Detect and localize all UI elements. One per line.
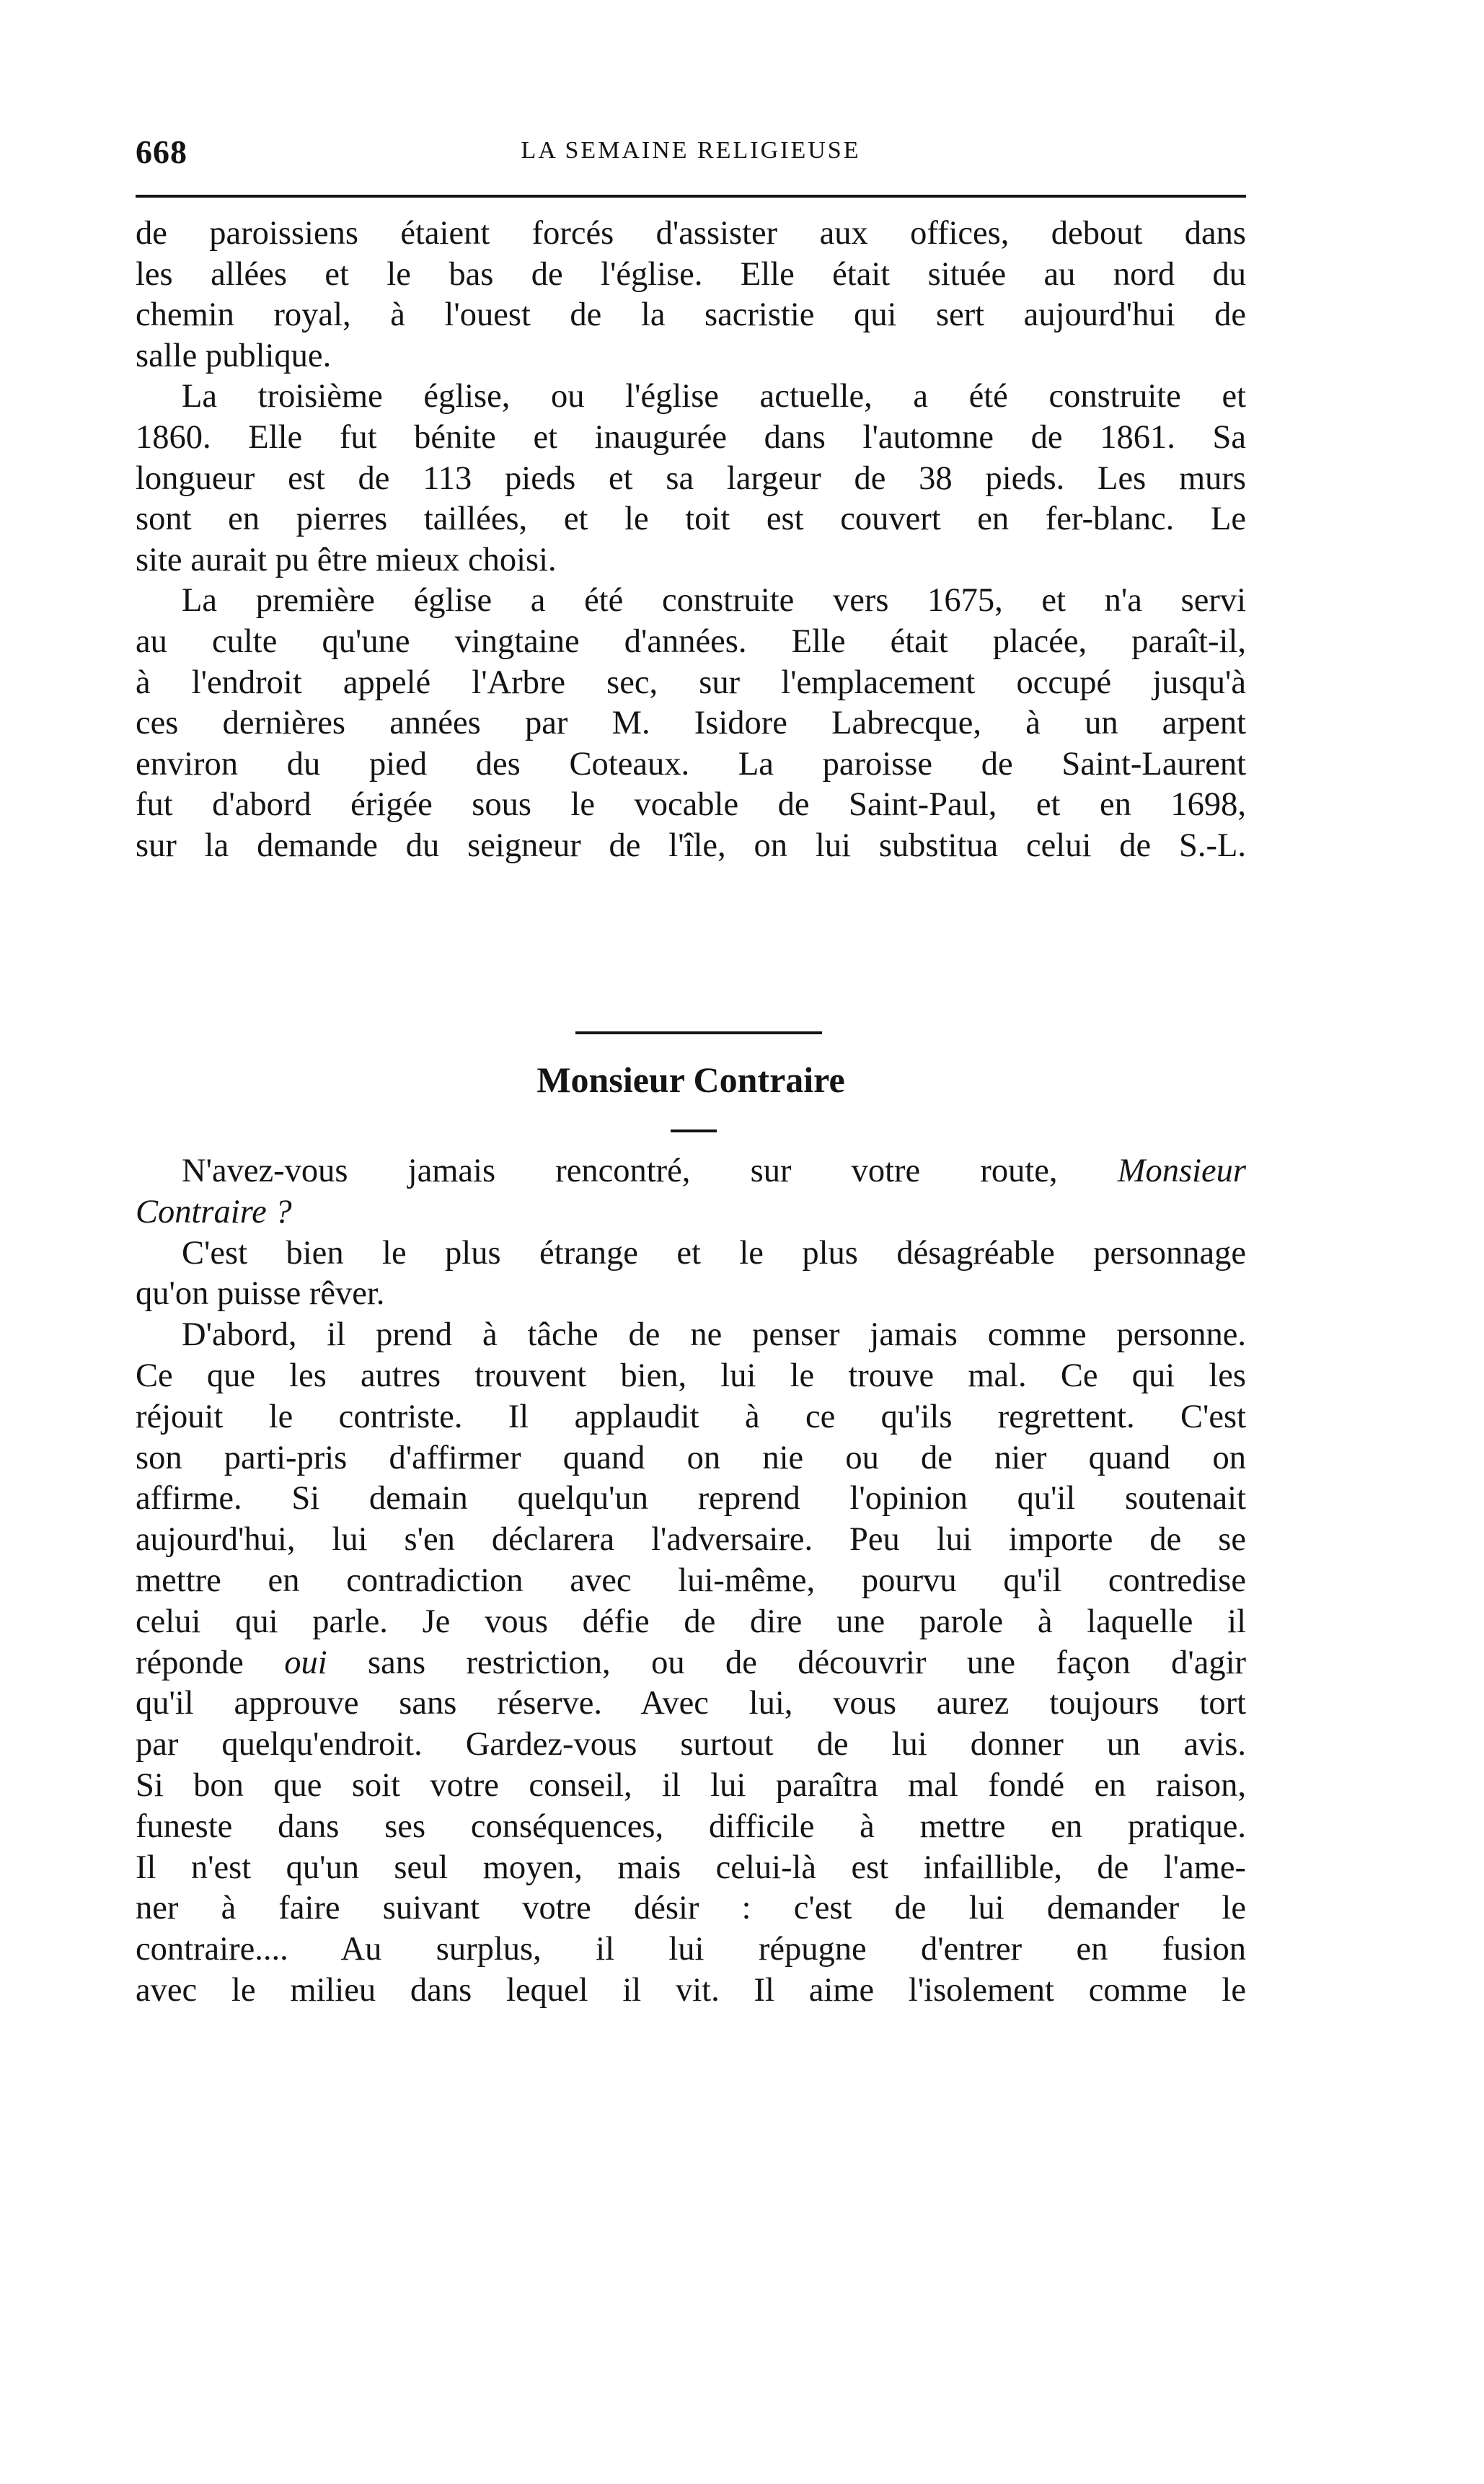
text-line: réjouit le contriste. Il applaudit à ce qu'ils regrettent. C'est: [136, 1398, 1246, 1435]
text-line: sur la demande du seigneur de l'île, on lui substitua celui de S.-L.: [136, 827, 1246, 864]
section-separator: [575, 1031, 822, 1034]
text-line: D'abord, il prend à tâche de ne penser jamais comme personne.: [182, 1316, 1246, 1354]
text-line: fut d'abord érigée sous le vocable de Saint-Paul, et en 1698,: [136, 786, 1246, 824]
text-line: à l'endroit appelé l'Arbre sec, sur l'emplacement occupé jusqu'à: [136, 664, 1246, 701]
text-segment: N'avez-vous jamais rencontré, sur votre route,: [182, 1153, 1058, 1189]
running-title: LA SEMAINE RELIGIEUSE: [521, 137, 861, 164]
text-line: La troisième église, ou l'église actuelle, a été construite et: [182, 378, 1246, 415]
text-line: mettre en contradiction avec lui-même, pourvu qu'il contredise: [136, 1562, 1246, 1599]
italic-segment: oui: [284, 1644, 327, 1681]
text-line: les allées et le bas de l'église. Elle était située au nord du: [136, 255, 1246, 293]
text-segment: sans restriction, ou de découvrir une façon d'agir: [368, 1644, 1247, 1681]
text-line: qu'il approuve sans réserve. Avec lui, vous aurez toujours tort: [136, 1685, 1246, 1722]
text-line: chemin royal, à l'ouest de la sacristie qui sert aujourd'hui de: [136, 296, 1246, 334]
text-line: longueur est de 113 pieds et sa largeur de 38 pieds. Les murs: [136, 459, 1246, 497]
text-line: sont en pierres taillées, et le toit est couvert en fer-blanc. Le: [136, 501, 1246, 538]
text-line: 1860. Elle fut bénite et inaugurée dans l'automne de 1861. Sa: [136, 418, 1246, 456]
text-line: Il n'est qu'un seul moyen, mais celui-là est infaillible, de l'ame-: [136, 1849, 1246, 1886]
text-line: La première église a été construite vers 1675, et n'a servi: [182, 582, 1246, 620]
text-line: celui qui parle. Je vous défie de dire une parole à laquelle il: [136, 1603, 1246, 1640]
text-line: contraire.... Au surplus, il lui répugne d'entrer en fusion: [136, 1931, 1246, 1968]
text-line: Ce que les autres trouvent bien, lui le trouve mal. Ce qui les: [136, 1357, 1246, 1394]
article-body: [136, 1151, 1246, 2012]
text-line: qu'on puisse rêver.: [136, 1275, 385, 1313]
text-line: avec le milieu dans lequel il vit. Il aime l'isolement comme le: [136, 1971, 1246, 2009]
text-line: son parti-pris d'affirmer quand on nie ou de nier quand on: [136, 1439, 1246, 1476]
text-line: Si bon que soit votre conseil, il lui paraîtra mal fondé en raison,: [136, 1766, 1246, 1804]
italic-segment: Monsieur: [1117, 1153, 1247, 1189]
text-line: [136, 1643, 1246, 1684]
text-line: site aurait pu être mieux choisi.: [136, 541, 557, 578]
text-line: affirme. Si demain quelqu'un reprend l'opinion qu'il soutenait: [136, 1480, 1246, 1518]
text-line: de paroissiens étaient forcés d'assister aux offices, debout dans: [136, 215, 1246, 252]
text-line: par quelqu'endroit. Gardez-vous surtout de lui donner un avis.: [136, 1726, 1246, 1763]
text-line: environ du pied des Coteaux. La paroisse de Saint-Laurent: [136, 745, 1246, 783]
text-line: ner à faire suivant votre désir : c'est de lui demander le: [136, 1890, 1246, 1927]
italic-segment: Contraire ?: [136, 1193, 292, 1230]
text-line: au culte qu'une vingtaine d'années. Elle était placée, paraît-il,: [136, 622, 1246, 660]
text-line: aujourd'hui, lui s'en déclarera l'adversaire. Peu lui importe de se: [136, 1521, 1246, 1559]
title-dash: [671, 1129, 717, 1132]
text-line: salle publique.: [136, 337, 332, 374]
article-title: Monsieur Contraire: [536, 1060, 845, 1100]
header-rule: [136, 195, 1246, 198]
page-header: [136, 127, 1246, 185]
text-line: funeste dans ses conséquences, difficile à mettre en pratique.: [136, 1807, 1246, 1845]
page-number: 668: [136, 133, 187, 170]
text-line: ces dernières années par M. Isidore Labrecque, à un arpent: [136, 705, 1246, 742]
text-segment: réponde: [136, 1644, 244, 1681]
church-history-text: [136, 213, 1246, 867]
text-line: C'est bien le plus étrange et le plus désagréable personnage: [182, 1234, 1246, 1272]
text-line: [136, 1151, 1246, 1192]
text-line: [136, 1192, 1246, 1233]
